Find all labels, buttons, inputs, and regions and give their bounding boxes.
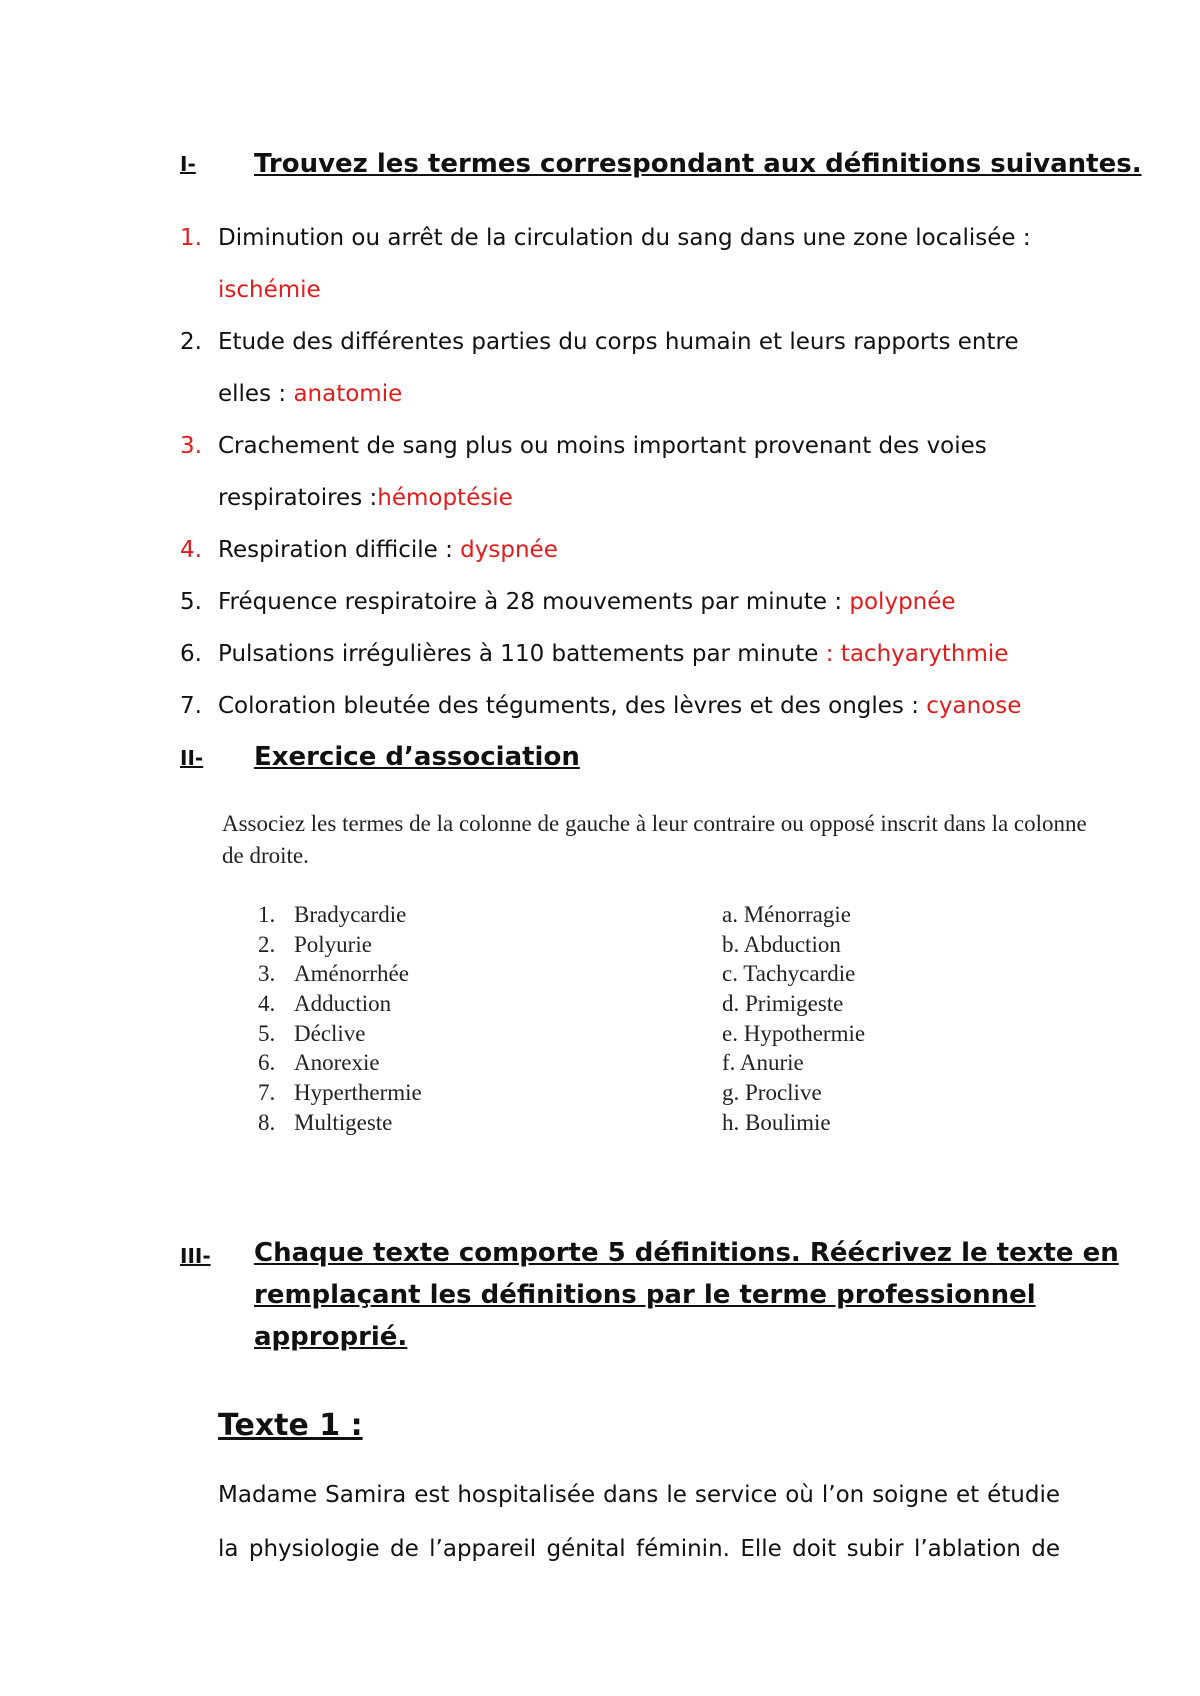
definition-item-7	[180, 680, 1100, 732]
definition-answer: cyanose	[926, 693, 1022, 719]
right-term-row: h. Boulimie	[722, 1109, 831, 1135]
section-1-title: Trouvez les termes correspondant aux définitions suivantes.	[254, 149, 1142, 179]
left-term-row: 1. Bradycardie	[258, 902, 407, 927]
association-right-column	[722, 900, 865, 1138]
right-term-row: c. Tachycardie	[722, 961, 856, 987]
definition-item-2	[180, 316, 1100, 420]
definition-number: 1.	[180, 225, 202, 251]
right-term-row: e. Hypothermie	[722, 1020, 866, 1046]
definition-item-6	[180, 628, 1100, 680]
definition-answer: anatomie	[293, 381, 403, 407]
section-2-title: Exercice d’association	[254, 742, 580, 772]
left-term-row: 5. Déclive	[258, 1020, 366, 1046]
instruction-line: de droite.	[222, 843, 309, 868]
definition-text-continued: elles :	[218, 381, 294, 407]
definition-text: Crachement de sang plus ou moins important provenant des voies	[218, 433, 987, 459]
definition-number: 4.	[180, 537, 202, 563]
definition-number: 6.	[180, 641, 202, 667]
definition-text: Fréquence respiratoire à 28 mouvements par minute :	[218, 589, 850, 615]
right-term-row: f. Anurie	[722, 1050, 804, 1076]
definition-number: 2.	[180, 329, 202, 355]
left-term-row: 3. Aménorrhée	[258, 961, 409, 987]
left-term-row: 7. Hyperthermie	[258, 1080, 422, 1106]
definition-number: 3.	[180, 433, 202, 459]
texte-1-title: Texte 1 :	[218, 1408, 363, 1443]
section-2-number: II-	[180, 746, 204, 770]
definition-item-5	[180, 576, 1100, 628]
definition-answer: dyspnée	[460, 537, 558, 563]
definition-item-3	[180, 420, 1100, 524]
left-term-row: 6. Anorexie	[258, 1050, 380, 1076]
definition-answer: : tachyarythmie	[825, 641, 1009, 667]
definition-item-1	[180, 212, 1100, 316]
paragraph-line: Madame Samira est hospitalisée dans le service où l’on soigne et étudie	[218, 1482, 1060, 1508]
section-3-number: III-	[180, 1244, 211, 1268]
definition-text: Diminution ou arrêt de la circulation du sang dans une zone localisée :	[218, 225, 1031, 251]
definition-answer: polypnée	[849, 589, 956, 615]
right-term-row: d. Primigeste	[722, 991, 844, 1017]
definition-text: Respiration difficile :	[218, 537, 461, 563]
section-1-number: I-	[180, 152, 196, 176]
definition-number: 7.	[180, 693, 202, 719]
section-3-title-line: remplaçant les définitions par le terme professionnel	[254, 1280, 1036, 1310]
left-term-row: 2. Polyurie	[258, 931, 372, 957]
instruction-line: Associez les termes de la colonne de gauche à leur contraire ou opposé inscrit dans la colonne	[222, 811, 1087, 836]
association-instruction	[222, 808, 1142, 872]
definition-answer: ischémie	[218, 277, 321, 303]
paragraph-line: la physiologie de l’appareil génital féminin. Elle doit subir l’ablation de	[218, 1536, 1060, 1562]
definition-text: Etude des différentes parties du corps humain et leurs rapports entre	[218, 329, 1019, 355]
right-term-row: g. Proclive	[722, 1080, 822, 1106]
left-term-row: 8. Multigeste	[258, 1109, 393, 1135]
association-left-column	[258, 900, 422, 1138]
definition-text: Coloration bleutée des téguments, des lèvres et des ongles :	[218, 693, 927, 719]
texte-1-paragraph	[218, 1468, 1060, 1576]
left-term-row: 4. Adduction	[258, 991, 392, 1017]
section-3-title-line: Chaque texte comporte 5 définitions. Réécrivez le texte en	[254, 1238, 1119, 1268]
right-term-row: b. Abduction	[722, 931, 841, 957]
section-3-title-line: approprié.	[254, 1322, 408, 1352]
right-term-row: a. Ménorragie	[722, 902, 851, 927]
definition-answer: hémoptésie	[377, 485, 513, 511]
definition-item-4	[180, 524, 1100, 576]
definition-list	[180, 212, 1100, 732]
definition-text-continued: respiratoires :	[218, 485, 378, 511]
definition-text: Pulsations irrégulières à 110 battements par minute	[218, 641, 826, 667]
definition-number: 5.	[180, 589, 202, 615]
